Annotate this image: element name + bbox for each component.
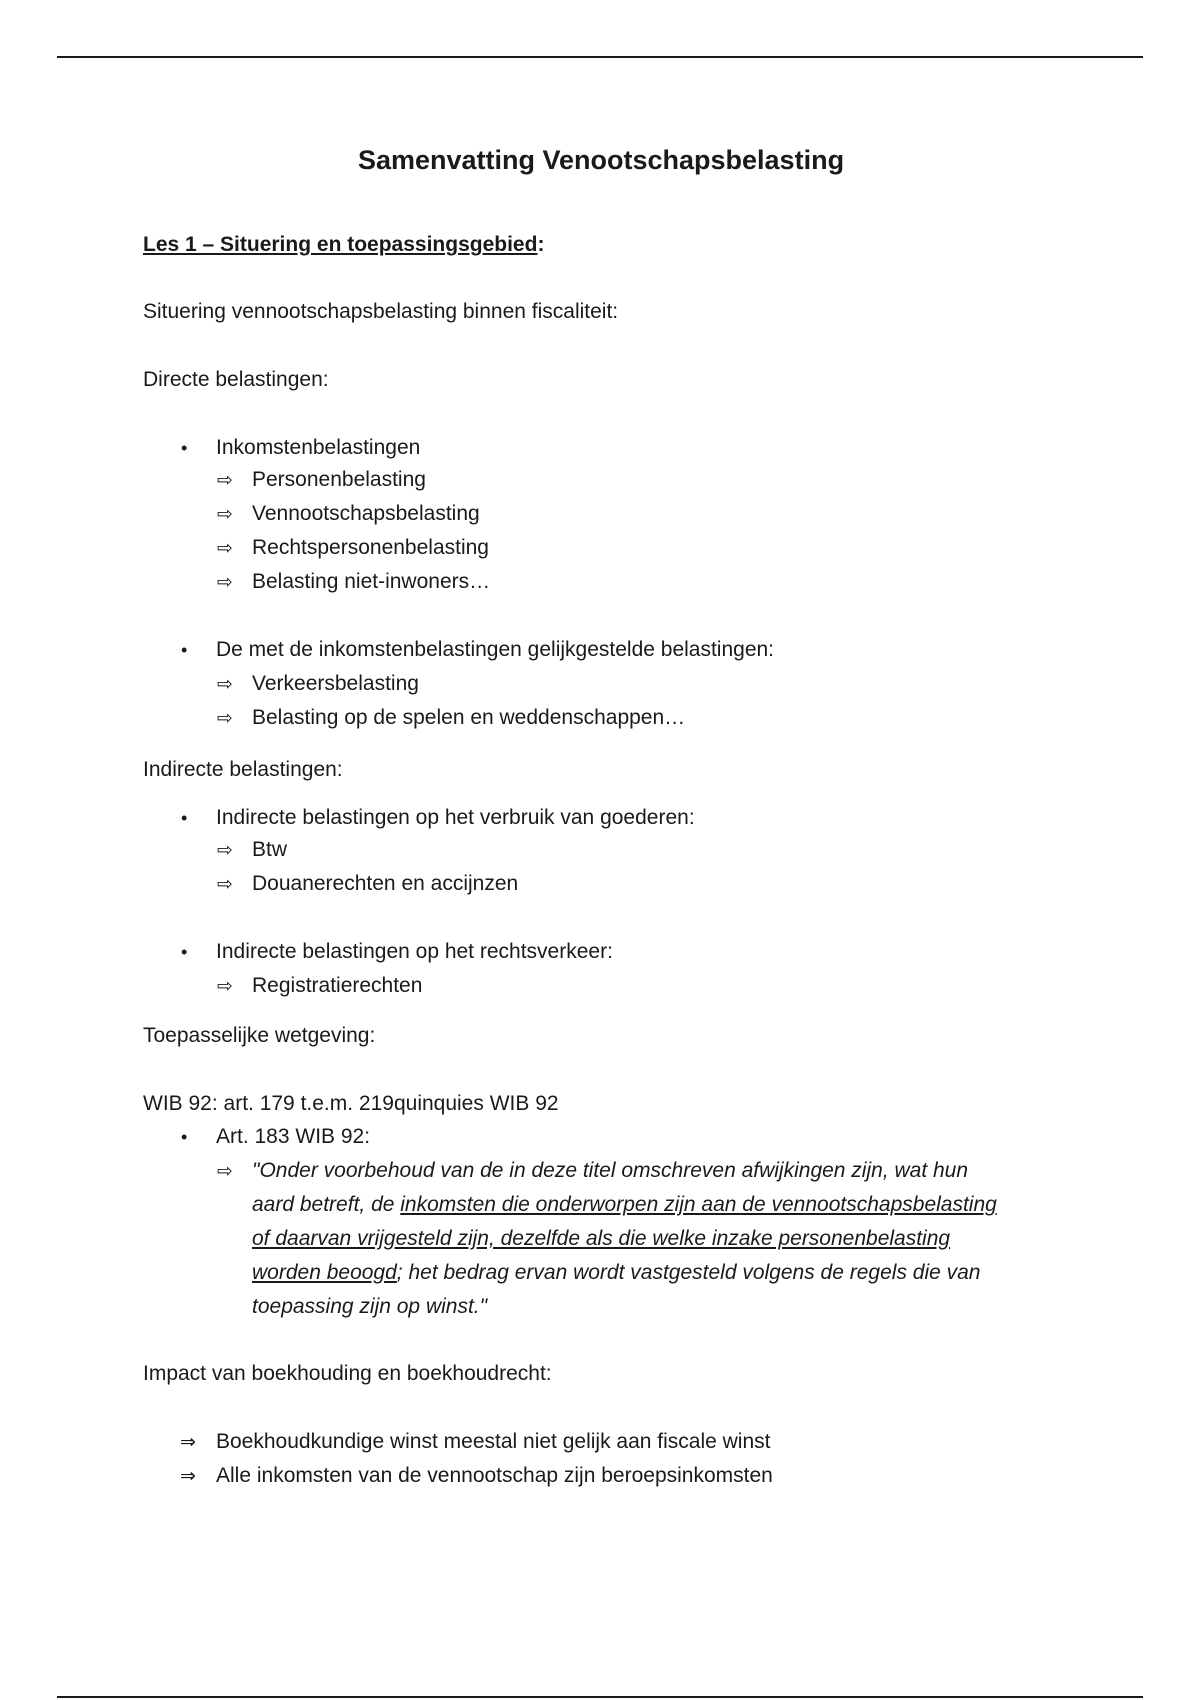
list-item: De met de inkomstenbelastingen gelijkgestelde belastingen: (216, 638, 775, 661)
quote-underlined-text: worden beoogd (252, 1261, 397, 1284)
sub-list-item: Rechtspersonenbelasting (252, 536, 489, 559)
arrow-icon: ⇨ (217, 572, 233, 593)
section-heading-colon: : (537, 233, 545, 256)
list-item: Indirecte belastingen op het verbruik van goederen: (216, 806, 695, 829)
document-title: Samenvatting Venootschapsbelasting (357, 145, 845, 175)
quote-line (252, 1193, 997, 1217)
footer-rule (57, 1696, 1143, 1698)
sub-list-item: Verkeersbelasting (252, 672, 419, 695)
list-item: Inkomstenbelastingen (216, 436, 421, 459)
bullet-icon: • (181, 640, 188, 660)
header-rule (57, 56, 1143, 58)
quote-line (252, 1261, 981, 1285)
quote-line (252, 1295, 487, 1319)
arrow-icon: ⇨ (217, 504, 233, 525)
arrow-icon: ⇨ (217, 538, 233, 559)
arrow-icon: ⇨ (217, 976, 233, 997)
quote-underlined-text: of daarvan vrijgesteld zijn, dezelfde als die welke inzake personenbelasting (252, 1227, 951, 1250)
bullet-icon: • (181, 438, 188, 458)
sub-list-item: Belasting niet-inwoners… (252, 570, 491, 593)
arrow-icon: ⇨ (217, 470, 233, 491)
quote-line (252, 1159, 968, 1183)
double-arrow-icon: ⇒ (180, 1432, 196, 1453)
arrow-icon: ⇨ (217, 1161, 233, 1182)
section-heading (143, 233, 544, 257)
list-item: Indirecte belastingen op het rechtsverkeer: (216, 940, 613, 963)
list-item: Art. 183 WIB 92: (216, 1125, 371, 1148)
bullet-icon: • (181, 942, 188, 962)
sub-list-item: Belasting op de spelen en weddenschappen… (252, 706, 686, 729)
bullet-icon: • (181, 808, 188, 828)
sub-list-item: Registratierechten (252, 974, 423, 997)
sub-list-item: Btw (252, 838, 288, 861)
directe-label: Directe belastingen: (143, 368, 329, 391)
sub-list-item: Douanerechten en accijnzen (252, 872, 519, 895)
bullet-icon: • (181, 1127, 188, 1147)
arrow-icon: ⇨ (217, 674, 233, 695)
sub-list-item: Personenbelasting (252, 468, 426, 491)
impact-label: Impact van boekhouding en boekhoudrecht: (143, 1362, 552, 1385)
quote-underlined-text: inkomsten die onderworpen zijn aan de vennootschapsbelasting (400, 1193, 997, 1216)
sub-list-item: Vennootschapsbelasting (252, 502, 480, 525)
quote-line (252, 1227, 950, 1251)
arrow-icon: ⇨ (217, 708, 233, 729)
quote-text: aard betreft, de (252, 1193, 401, 1216)
section-heading-text: Les 1 – Situering en toepassingsgebied (143, 233, 538, 256)
double-arrow-icon: ⇒ (180, 1466, 196, 1487)
quote-text: ; het bedrag ervan wordt vastgesteld volgens de regels die van (396, 1261, 981, 1284)
list-item: Alle inkomsten van de vennootschap zijn beroepsinkomsten (216, 1464, 773, 1487)
quote-text: "Onder voorbehoud van de in deze titel omschreven afwijkingen zijn, wat hun (252, 1159, 969, 1182)
arrow-icon: ⇨ (217, 840, 233, 861)
wib-reference: WIB 92: art. 179 t.e.m. 219quinquies WIB 92 (143, 1092, 559, 1115)
situering-label: Situering vennootschapsbelasting binnen fiscaliteit: (143, 300, 619, 323)
quote-text: toepassing zijn op winst." (252, 1295, 488, 1318)
list-item: Boekhoudkundige winst meestal niet gelijk aan fiscale winst (216, 1430, 771, 1453)
indirecte-label: Indirecte belastingen: (143, 758, 343, 781)
arrow-icon: ⇨ (217, 874, 233, 895)
wetgeving-label: Toepasselijke wetgeving: (143, 1024, 376, 1047)
